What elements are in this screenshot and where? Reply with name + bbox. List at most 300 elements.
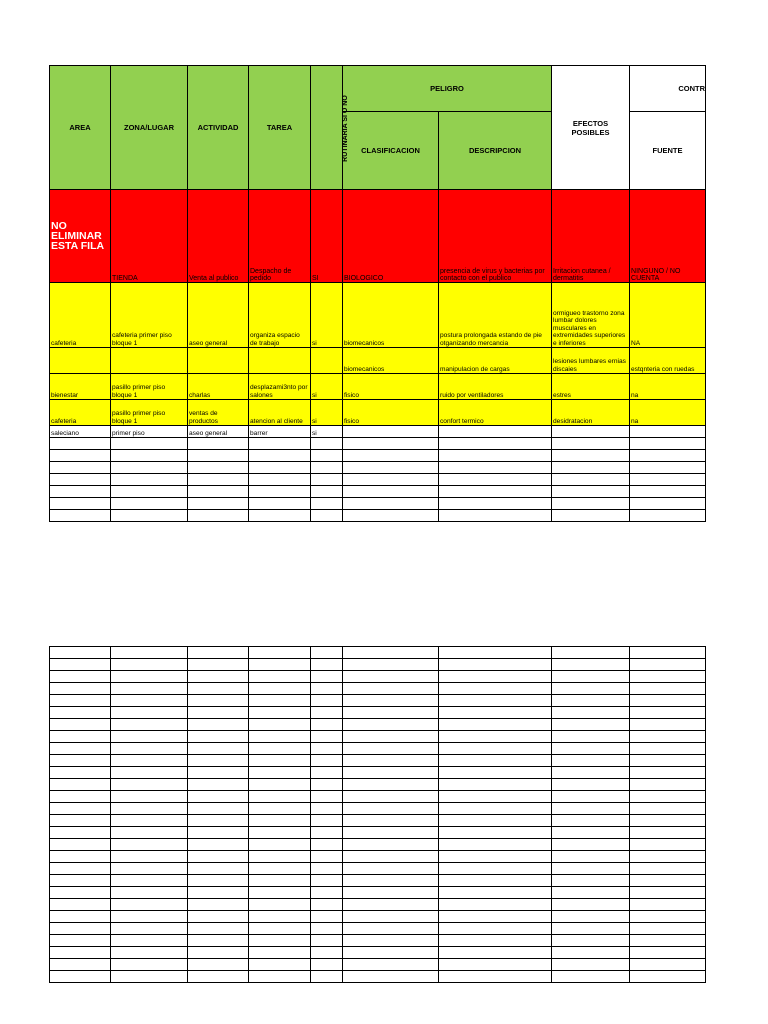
empty-cell[interactable]: [439, 659, 552, 671]
empty-cell[interactable]: [249, 438, 311, 450]
empty-cell[interactable]: [552, 935, 630, 947]
empty-cell[interactable]: [249, 947, 311, 959]
empty-cell[interactable]: [249, 671, 311, 683]
empty-cell[interactable]: [188, 839, 249, 851]
empty-cell[interactable]: [343, 887, 439, 899]
empty-cell[interactable]: [249, 731, 311, 743]
empty-cell[interactable]: [188, 767, 249, 779]
empty-cell[interactable]: [249, 779, 311, 791]
empty-cell[interactable]: [111, 659, 188, 671]
empty-cell[interactable]: [343, 767, 439, 779]
empty-cell[interactable]: [552, 767, 630, 779]
empty-cell[interactable]: [50, 839, 111, 851]
cell-descripcion[interactable]: postura prolongada estando de pie otganizando mercancia: [439, 283, 552, 348]
empty-cell[interactable]: [249, 462, 311, 474]
empty-cell[interactable]: [188, 815, 249, 827]
cell-rutinaria[interactable]: SI: [311, 190, 343, 283]
empty-cell[interactable]: [249, 971, 311, 983]
empty-cell[interactable]: [630, 863, 706, 875]
cell-descripcion[interactable]: manipulacion de cargas: [439, 348, 552, 374]
empty-cell[interactable]: [630, 510, 706, 522]
cell-area[interactable]: cafeteria: [50, 283, 111, 348]
empty-cell[interactable]: [343, 971, 439, 983]
empty-cell[interactable]: [111, 695, 188, 707]
empty-cell[interactable]: [343, 474, 439, 486]
empty-cell[interactable]: [552, 815, 630, 827]
empty-cell[interactable]: [552, 755, 630, 767]
empty-cell[interactable]: [630, 791, 706, 803]
empty-cell[interactable]: [552, 510, 630, 522]
empty-cell[interactable]: [439, 719, 552, 731]
empty-cell[interactable]: [343, 851, 439, 863]
empty-cell[interactable]: [630, 462, 706, 474]
empty-cell[interactable]: [50, 923, 111, 935]
empty-cell[interactable]: [249, 486, 311, 498]
cell-fuente[interactable]: [630, 426, 706, 438]
cell-actividad[interactable]: aseo general: [188, 283, 249, 348]
empty-cell[interactable]: [630, 935, 706, 947]
empty-cell[interactable]: [111, 791, 188, 803]
empty-cell[interactable]: [630, 887, 706, 899]
empty-cell[interactable]: [111, 486, 188, 498]
empty-cell[interactable]: [111, 743, 188, 755]
empty-cell[interactable]: [439, 438, 552, 450]
empty-cell[interactable]: [439, 911, 552, 923]
empty-cell[interactable]: [439, 899, 552, 911]
empty-cell[interactable]: [439, 923, 552, 935]
empty-cell[interactable]: [439, 767, 552, 779]
cell-zona[interactable]: [111, 348, 188, 374]
cell-area[interactable]: bienestar: [50, 374, 111, 400]
empty-cell[interactable]: [552, 911, 630, 923]
empty-cell[interactable]: [439, 875, 552, 887]
cell-descripcion[interactable]: confort termico: [439, 400, 552, 426]
empty-cell[interactable]: [343, 779, 439, 791]
empty-cell[interactable]: [439, 671, 552, 683]
empty-cell[interactable]: [50, 510, 111, 522]
empty-cell[interactable]: [311, 971, 343, 983]
cell-tarea[interactable]: atencion al cliente: [249, 400, 311, 426]
empty-cell[interactable]: [111, 671, 188, 683]
empty-cell[interactable]: [111, 719, 188, 731]
empty-cell[interactable]: [552, 450, 630, 462]
cell-efectos[interactable]: lesiones lumbares ernias discaies: [552, 348, 630, 374]
empty-cell[interactable]: [630, 707, 706, 719]
empty-cell[interactable]: [111, 959, 188, 971]
empty-cell[interactable]: [630, 671, 706, 683]
empty-cell[interactable]: [343, 659, 439, 671]
empty-cell[interactable]: [343, 462, 439, 474]
empty-cell[interactable]: [552, 707, 630, 719]
empty-cell[interactable]: [439, 947, 552, 959]
empty-cell[interactable]: [111, 438, 188, 450]
cell-tarea[interactable]: desplazami3nto por salones: [249, 374, 311, 400]
empty-cell[interactable]: [311, 510, 343, 522]
cell-tarea[interactable]: Despacho de pedido: [249, 190, 311, 283]
empty-cell[interactable]: [249, 959, 311, 971]
empty-cell[interactable]: [50, 767, 111, 779]
empty-cell[interactable]: [50, 474, 111, 486]
empty-cell[interactable]: [552, 959, 630, 971]
empty-cell[interactable]: [552, 839, 630, 851]
cell-zona[interactable]: cafeteria primer piso bloque 1: [111, 283, 188, 348]
cell-actividad[interactable]: Venta al publico: [188, 190, 249, 283]
cell-area[interactable]: saleciano: [50, 426, 111, 438]
cell-zona[interactable]: pasillo primer piso bloque 1: [111, 400, 188, 426]
empty-cell[interactable]: [50, 671, 111, 683]
empty-cell[interactable]: [188, 887, 249, 899]
empty-cell[interactable]: [439, 863, 552, 875]
empty-cell[interactable]: [552, 731, 630, 743]
empty-cell[interactable]: [188, 851, 249, 863]
empty-cell[interactable]: [249, 875, 311, 887]
empty-cell[interactable]: [439, 498, 552, 510]
empty-cell[interactable]: [111, 462, 188, 474]
empty-cell[interactable]: [343, 791, 439, 803]
empty-cell[interactable]: [630, 959, 706, 971]
empty-cell[interactable]: [439, 743, 552, 755]
empty-cell[interactable]: [311, 438, 343, 450]
empty-cell[interactable]: [111, 935, 188, 947]
empty-cell[interactable]: [111, 971, 188, 983]
empty-cell[interactable]: [630, 647, 706, 659]
empty-cell[interactable]: [343, 647, 439, 659]
empty-cell[interactable]: [311, 474, 343, 486]
empty-cell[interactable]: [50, 659, 111, 671]
cell-efectos[interactable]: ormigueo trastorno zona lumbar dolores musculares en extremidades superiores e inferiores: [552, 283, 630, 348]
empty-cell[interactable]: [249, 743, 311, 755]
empty-cell[interactable]: [311, 947, 343, 959]
empty-cell[interactable]: [343, 438, 439, 450]
empty-cell[interactable]: [630, 911, 706, 923]
empty-cell[interactable]: [311, 851, 343, 863]
empty-cell[interactable]: [50, 959, 111, 971]
empty-cell[interactable]: [439, 779, 552, 791]
empty-cell[interactable]: [249, 719, 311, 731]
empty-cell[interactable]: [343, 683, 439, 695]
empty-cell[interactable]: [249, 887, 311, 899]
empty-cell[interactable]: [311, 899, 343, 911]
empty-cell[interactable]: [311, 462, 343, 474]
empty-cell[interactable]: [188, 875, 249, 887]
empty-cell[interactable]: [343, 839, 439, 851]
empty-cell[interactable]: [188, 450, 249, 462]
empty-cell[interactable]: [111, 767, 188, 779]
empty-cell[interactable]: [311, 743, 343, 755]
empty-cell[interactable]: [111, 731, 188, 743]
empty-cell[interactable]: [311, 923, 343, 935]
empty-cell[interactable]: [343, 947, 439, 959]
empty-cell[interactable]: [249, 707, 311, 719]
empty-cell[interactable]: [249, 647, 311, 659]
empty-cell[interactable]: [249, 911, 311, 923]
cell-fuente[interactable]: na: [630, 374, 706, 400]
empty-cell[interactable]: [343, 450, 439, 462]
empty-cell[interactable]: [439, 791, 552, 803]
empty-cell[interactable]: [111, 707, 188, 719]
empty-cell[interactable]: [311, 791, 343, 803]
empty-cell[interactable]: [311, 683, 343, 695]
empty-cell[interactable]: [630, 779, 706, 791]
empty-cell[interactable]: [188, 707, 249, 719]
cell-zona[interactable]: pasillo primer piso bloque 1: [111, 374, 188, 400]
empty-cell[interactable]: [630, 695, 706, 707]
empty-cell[interactable]: [249, 498, 311, 510]
empty-cell[interactable]: [111, 863, 188, 875]
empty-cell[interactable]: [552, 647, 630, 659]
empty-cell[interactable]: [552, 474, 630, 486]
cell-clasificacion[interactable]: BIOLOGICO: [343, 190, 439, 283]
empty-cell[interactable]: [439, 510, 552, 522]
empty-cell[interactable]: [630, 743, 706, 755]
empty-cell[interactable]: [630, 719, 706, 731]
empty-cell[interactable]: [111, 827, 188, 839]
cell-tarea[interactable]: barrer: [249, 426, 311, 438]
empty-cell[interactable]: [188, 683, 249, 695]
empty-cell[interactable]: [249, 791, 311, 803]
empty-cell[interactable]: [249, 695, 311, 707]
cell-clasificacion[interactable]: fisico: [343, 400, 439, 426]
empty-cell[interactable]: [343, 743, 439, 755]
empty-cell[interactable]: [311, 827, 343, 839]
cell-rutinaria[interactable]: si: [311, 283, 343, 348]
empty-cell[interactable]: [111, 851, 188, 863]
empty-cell[interactable]: [188, 719, 249, 731]
cell-fuente[interactable]: NINGUNO / NO CUENTA: [630, 190, 706, 283]
empty-cell[interactable]: [311, 671, 343, 683]
empty-cell[interactable]: [188, 959, 249, 971]
empty-cell[interactable]: [311, 450, 343, 462]
empty-cell[interactable]: [249, 935, 311, 947]
empty-cell[interactable]: [111, 683, 188, 695]
empty-cell[interactable]: [249, 683, 311, 695]
empty-cell[interactable]: [439, 486, 552, 498]
cell-rutinaria[interactable]: si: [311, 426, 343, 438]
empty-cell[interactable]: [630, 839, 706, 851]
empty-cell[interactable]: [311, 767, 343, 779]
empty-cell[interactable]: [188, 438, 249, 450]
empty-cell[interactable]: [111, 450, 188, 462]
empty-cell[interactable]: [249, 827, 311, 839]
empty-cell[interactable]: [111, 474, 188, 486]
empty-cell[interactable]: [50, 863, 111, 875]
empty-cell[interactable]: [50, 755, 111, 767]
empty-cell[interactable]: [249, 755, 311, 767]
empty-cell[interactable]: [50, 438, 111, 450]
empty-cell[interactable]: [249, 803, 311, 815]
empty-cell[interactable]: [50, 947, 111, 959]
cell-tarea[interactable]: organiza espacio de trabajo: [249, 283, 311, 348]
empty-cell[interactable]: [552, 887, 630, 899]
cell-clasificacion[interactable]: biomecanicos: [343, 348, 439, 374]
empty-cell[interactable]: [50, 779, 111, 791]
cell-descripcion[interactable]: ruido por ventiladores: [439, 374, 552, 400]
empty-cell[interactable]: [188, 791, 249, 803]
empty-cell[interactable]: [552, 486, 630, 498]
empty-cell[interactable]: [343, 755, 439, 767]
empty-cell[interactable]: [311, 815, 343, 827]
empty-cell[interactable]: [311, 731, 343, 743]
empty-cell[interactable]: [249, 450, 311, 462]
empty-cell[interactable]: [343, 815, 439, 827]
empty-cell[interactable]: [343, 695, 439, 707]
empty-cell[interactable]: [188, 498, 249, 510]
empty-cell[interactable]: [311, 875, 343, 887]
empty-cell[interactable]: [552, 791, 630, 803]
empty-cell[interactable]: [311, 755, 343, 767]
cell-efectos[interactable]: Irritacion cutanea / dermatitis: [552, 190, 630, 283]
empty-cell[interactable]: [50, 498, 111, 510]
empty-cell[interactable]: [249, 659, 311, 671]
empty-cell[interactable]: [552, 462, 630, 474]
empty-cell[interactable]: [630, 815, 706, 827]
empty-cell[interactable]: [188, 695, 249, 707]
empty-cell[interactable]: [343, 875, 439, 887]
empty-cell[interactable]: [188, 671, 249, 683]
empty-cell[interactable]: [50, 887, 111, 899]
empty-cell[interactable]: [343, 899, 439, 911]
empty-cell[interactable]: [188, 935, 249, 947]
empty-cell[interactable]: [343, 498, 439, 510]
empty-cell[interactable]: [50, 875, 111, 887]
empty-cell[interactable]: [50, 719, 111, 731]
empty-cell[interactable]: [188, 923, 249, 935]
empty-cell[interactable]: [188, 863, 249, 875]
empty-cell[interactable]: [552, 659, 630, 671]
empty-cell[interactable]: [311, 498, 343, 510]
empty-cell[interactable]: [50, 791, 111, 803]
empty-cell[interactable]: [50, 827, 111, 839]
empty-cell[interactable]: [50, 899, 111, 911]
empty-cell[interactable]: [439, 815, 552, 827]
empty-cell[interactable]: [552, 683, 630, 695]
empty-cell[interactable]: [188, 731, 249, 743]
empty-cell[interactable]: [50, 731, 111, 743]
empty-cell[interactable]: [630, 947, 706, 959]
empty-cell[interactable]: [343, 935, 439, 947]
empty-cell[interactable]: [249, 510, 311, 522]
empty-cell[interactable]: [311, 863, 343, 875]
empty-cell[interactable]: [343, 923, 439, 935]
empty-cell[interactable]: [111, 779, 188, 791]
empty-cell[interactable]: [439, 935, 552, 947]
empty-cell[interactable]: [188, 486, 249, 498]
empty-cell[interactable]: [188, 510, 249, 522]
cell-efectos[interactable]: estres: [552, 374, 630, 400]
cell-fuente[interactable]: na: [630, 400, 706, 426]
empty-cell[interactable]: [630, 851, 706, 863]
empty-cell[interactable]: [50, 815, 111, 827]
empty-cell[interactable]: [630, 486, 706, 498]
empty-cell[interactable]: [439, 695, 552, 707]
empty-cell[interactable]: [50, 450, 111, 462]
empty-cell[interactable]: [50, 695, 111, 707]
empty-cell[interactable]: [249, 923, 311, 935]
empty-cell[interactable]: [630, 683, 706, 695]
empty-cell[interactable]: [311, 779, 343, 791]
empty-cell[interactable]: [111, 923, 188, 935]
empty-cell[interactable]: [439, 959, 552, 971]
empty-cell[interactable]: [188, 911, 249, 923]
empty-cell[interactable]: [111, 815, 188, 827]
empty-cell[interactable]: [111, 887, 188, 899]
empty-cell[interactable]: [188, 755, 249, 767]
empty-cell[interactable]: [249, 839, 311, 851]
empty-cell[interactable]: [111, 911, 188, 923]
empty-cell[interactable]: [552, 827, 630, 839]
empty-cell[interactable]: [552, 971, 630, 983]
empty-cell[interactable]: [188, 474, 249, 486]
empty-cell[interactable]: [630, 755, 706, 767]
empty-cell[interactable]: [630, 875, 706, 887]
empty-cell[interactable]: [249, 863, 311, 875]
empty-cell[interactable]: [630, 827, 706, 839]
empty-cell[interactable]: [343, 486, 439, 498]
empty-cell[interactable]: [630, 450, 706, 462]
empty-cell[interactable]: [111, 498, 188, 510]
cell-clasificacion[interactable]: fisico: [343, 374, 439, 400]
empty-cell[interactable]: [343, 803, 439, 815]
empty-cell[interactable]: [50, 462, 111, 474]
empty-cell[interactable]: [249, 851, 311, 863]
cell-descripcion[interactable]: presencia de virus y bacterias por contacto con el publico: [439, 190, 552, 283]
empty-cell[interactable]: [552, 923, 630, 935]
empty-cell[interactable]: [630, 899, 706, 911]
empty-cell[interactable]: [188, 947, 249, 959]
empty-cell[interactable]: [439, 839, 552, 851]
empty-cell[interactable]: [50, 851, 111, 863]
empty-cell[interactable]: [111, 510, 188, 522]
empty-cell[interactable]: [630, 438, 706, 450]
empty-cell[interactable]: [311, 707, 343, 719]
empty-cell[interactable]: [249, 815, 311, 827]
empty-cell[interactable]: [311, 695, 343, 707]
empty-cell[interactable]: [50, 486, 111, 498]
empty-cell[interactable]: [630, 474, 706, 486]
cell-tarea[interactable]: [249, 348, 311, 374]
empty-cell[interactable]: [311, 887, 343, 899]
empty-cell[interactable]: [439, 683, 552, 695]
empty-cell[interactable]: [439, 827, 552, 839]
empty-cell[interactable]: [111, 647, 188, 659]
empty-cell[interactable]: [343, 719, 439, 731]
cell-area[interactable]: cafeteria: [50, 400, 111, 426]
cell-actividad[interactable]: [188, 348, 249, 374]
empty-cell[interactable]: [50, 803, 111, 815]
empty-cell[interactable]: [439, 851, 552, 863]
empty-cell[interactable]: [343, 959, 439, 971]
empty-cell[interactable]: [50, 743, 111, 755]
empty-cell[interactable]: [188, 779, 249, 791]
empty-cell[interactable]: [343, 827, 439, 839]
cell-descripcion[interactable]: [439, 426, 552, 438]
empty-cell[interactable]: [188, 971, 249, 983]
empty-cell[interactable]: [311, 959, 343, 971]
cell-rutinaria[interactable]: si: [311, 400, 343, 426]
empty-cell[interactable]: [50, 935, 111, 947]
empty-cell[interactable]: [552, 899, 630, 911]
empty-cell[interactable]: [343, 911, 439, 923]
empty-cell[interactable]: [439, 755, 552, 767]
empty-cell[interactable]: [552, 851, 630, 863]
empty-cell[interactable]: [630, 803, 706, 815]
empty-cell[interactable]: [552, 779, 630, 791]
empty-cell[interactable]: [552, 671, 630, 683]
empty-cell[interactable]: [188, 462, 249, 474]
empty-cell[interactable]: [552, 875, 630, 887]
empty-cell[interactable]: [439, 803, 552, 815]
cell-actividad[interactable]: aseo general: [188, 426, 249, 438]
